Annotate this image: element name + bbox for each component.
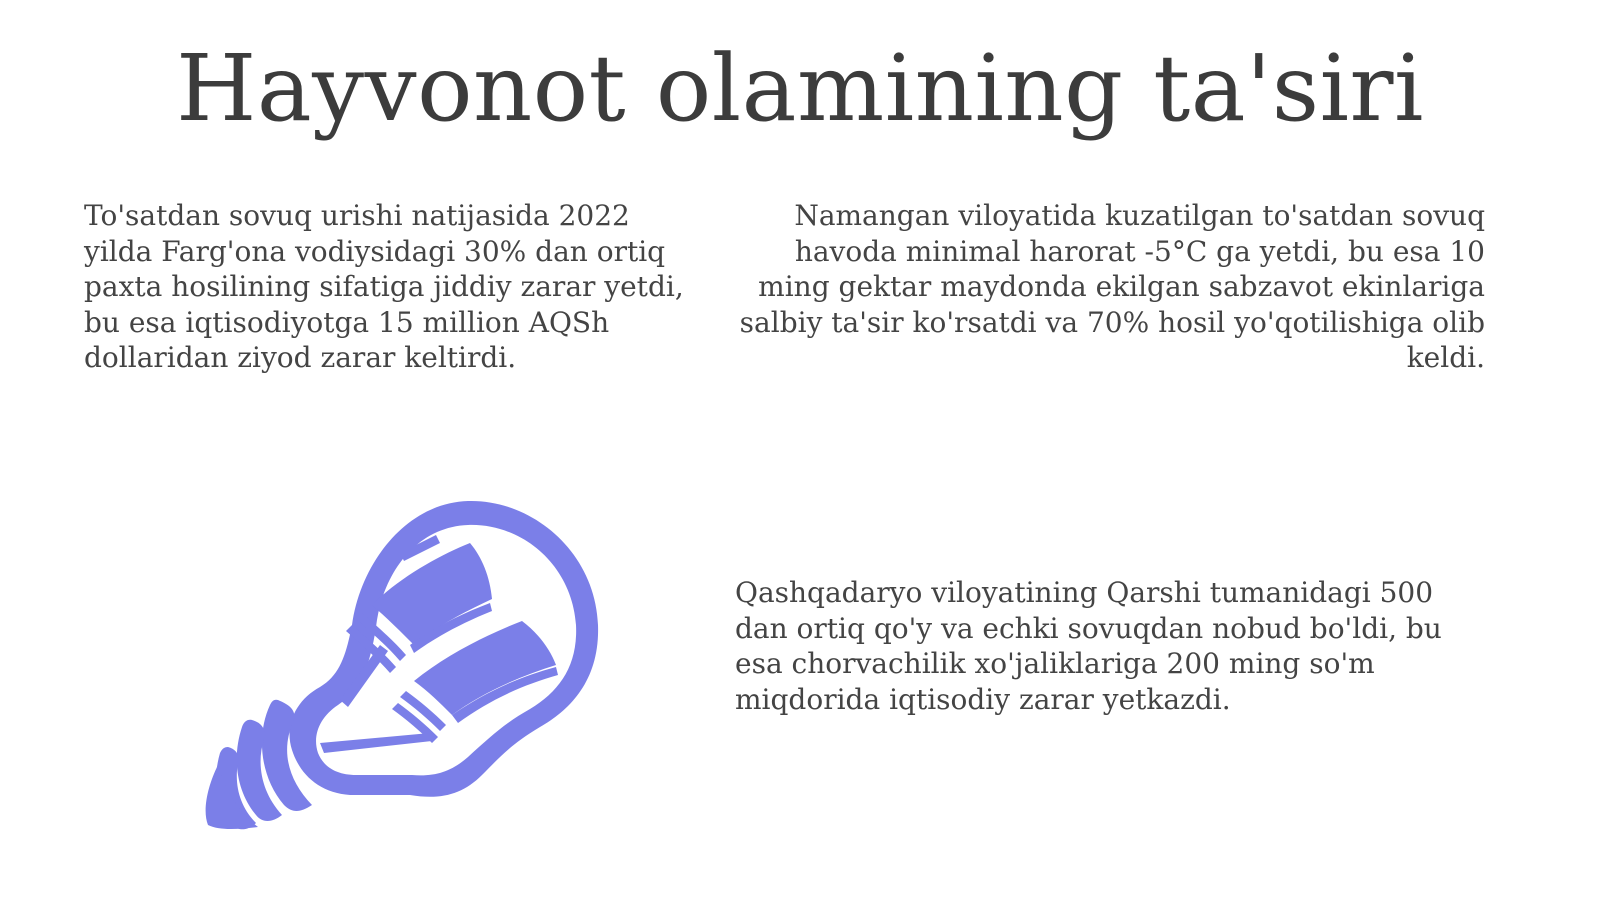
paragraph-cotton-damage: To'satdan sovuq urishi natijasida 2022 yilda Farg'ona vodiysidagi 30% dan ortiq paxta hosilining sifatiga jiddiy zarar yetdi, bu esa iqtisodiyotga 15 million AQSh dollaridan ziyod zarar keltirdi. bbox=[84, 199, 684, 374]
lightbulb-book-icon bbox=[200, 495, 630, 860]
slide-title: Hayvonot olamining ta'siri bbox=[176, 35, 1424, 142]
paragraph-namangan-frost: Namangan viloyatida kuzatilgan to'satdan sovuq havoda minimal harorat -5°C ga yetdi, bu esa 10 ming gektar maydonda ekilgan sabzavot ekinlariga salbiy ta'sir ko'rsatdi va 70% hosil yo'qotilishiga olib keldi. bbox=[739, 199, 1485, 374]
paragraph-qashqadaryo-livestock: Qashqadaryo viloyatining Qarshi tumanidagi 500 dan ortiq qo'y va echki sovuqdan nobud bo'ldi, bu esa chorvachilik xo'jaliklariga 200 ming so'm miqdorida iqtisodiy zarar yetkazdi. bbox=[735, 576, 1442, 716]
